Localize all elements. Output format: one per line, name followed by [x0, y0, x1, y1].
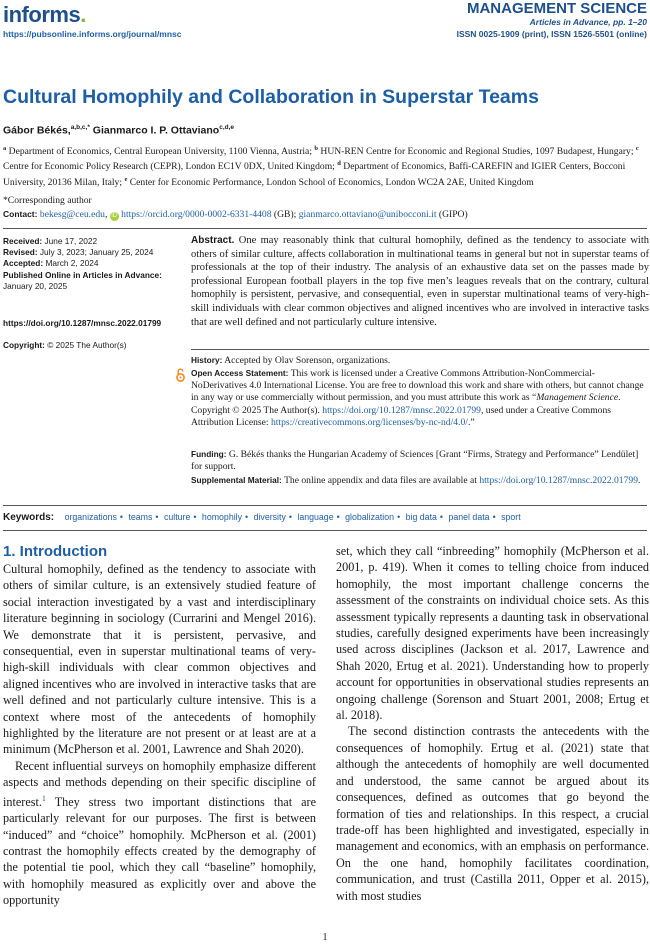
article-status: Articles in Advance, pp. 1–20 [529, 17, 647, 27]
issn-line: ISSN 0025-1909 (print), ISSN 1526-5501 (online) [456, 29, 647, 39]
divider [191, 349, 649, 350]
supplement-link[interactable]: https://doi.org/10.1287/mnsc.2022.01799 [479, 475, 638, 486]
keyword-link[interactable]: homophily [201, 512, 243, 522]
paragraph: set, which they call “inbreeding” homophily (McPherson et al. 2001, p. 419). When it comes to telling choice from induced homophily, the most important challenge concerns the assessment of the constraints on individual choice sets. As this assessment typically represents a daunting task in observational studies, carefully designed experiments have been increasingly used across disciplines (Jackson et al. 2017, Lawrence and Shah 2020, Ertug et al. 2021). Understanding how to properly account for opportunities in observational studies represents an ongoing challenge (Sorenson and Stuart 2001, 2008; Ertug et al. 2018). [336, 544, 649, 723]
history: History: Accepted by Olav Sorenson, organizations. [191, 355, 391, 366]
abstract [191, 234, 649, 329]
author-list [3, 124, 234, 137]
paragraph: The second distinction contrasts the antecedents with the consequences of homophily. Ertug et al. (2021) state that although the antecedents of homophily are well documented and understood, the same cannot be argued about its consequences, defined as outcomes that go beyond the formation of ties and relationships. In this respect, a crucial trade-off has been highlighted and investigated, especially in management and economics, with an emphasis on performance. On the one hand, homophily facilitates coordination, communication, and trust (Castilla 2011, Opper et al. 2015), with most studies [336, 724, 649, 903]
journal-url-link[interactable]: https://pubsonline.informs.org/journal/mnsc [3, 29, 182, 39]
supplemental-material: Supplemental Material: The online appendix and data files are available at https://doi.org/10.1287/mnsc.2022.01799. [191, 475, 641, 486]
informs-logo[interactable]: informs. [3, 2, 86, 27]
orcid-icon[interactable]: iD [111, 213, 118, 219]
contact-label: Contact: [3, 209, 38, 219]
keyword-link[interactable]: panel data [448, 512, 490, 522]
affiliations: $^a$ Department of Economics, Central European University, 1100 Vienna, Austria; $^b$ HUN-REN Centre for Economic and Regional Studies, 1097 Budapest, Hungary; $^c$ Centre for Economic Policy Research (CEPR), London EC1V 0DX, United Kingdom; $^d$ Department of Economics, Baffi-CAREFIN and IGIER Centers, Bocconi University, 20136 Milan, Italy; $^e$ Center for Economic Performance, London School of Economics, London WC2A 2AE, United Kingdom [3, 145, 639, 188]
body-column-left [3, 561, 316, 909]
author-superscript: c,d,e [219, 124, 235, 131]
journal-name: MANAGEMENT SCIENCE [466, 0, 647, 17]
email-link[interactable]: bekesg@ceu.edu [39, 209, 105, 220]
keyword-link[interactable]: globalization [345, 512, 395, 522]
funding: Funding: G. Békés thanks the Hungarian Academy of Sciences [Grant “Firms, Strategy and Performance” Lendület] for support. [191, 449, 639, 473]
keywords: Keywords: organizations • teams • culture • homophily • diversity • language • globalization • big data • panel data • sport [3, 512, 521, 523]
paragraph: Cultural homophily, defined as the tendency to associate with others of similar culture, is an extensively studied feature of social interaction investigated by a vast and interdisciplinary literature beginning in sociology (Currarini and Mengel 2016). We demonstrate that it is persistent, pervasive, and consequential, even in superstar multinational teams of very-high-skill individuals with clear common objectives and aligned incentives who are involved in interactive tasks that are well defined and not particularly culture intensive. This is a context where most of the antecedents of homophily highlighted by the literature are not present or at least are at a minimum (McPherson et al. 2001, Lawrence and Shah 2020). [3, 562, 316, 757]
keywords-label: Keywords: [3, 512, 55, 523]
doi-link[interactable]: https://doi.org/10.1287/mnsc.2022.01799 [322, 404, 481, 416]
email-link[interactable]: gianmarco.ottaviano@unibocconi.it [298, 209, 437, 220]
author-superscript: a,b,c,* [70, 124, 90, 131]
contact-line: Contact: bekesg@ceu.edu, iD https://orcid.org/0000-0002-6331-4408 (GB); gianmarco.ottaviano@unibocconi.it (GIPO) [3, 209, 468, 220]
paragraph: Recent influential surveys on homophily emphasize different aspects and methods depending on their specific discipline of interest.$^1$ They stress two important distinctions that are particularly relevant for our purposes. The first is between “induced” and “choice” homophily. McPherson et al. (2001) contrast the homophily effects created by the demography of the potential tie pool, which they call “baseline” homophily, with homophily measured as explicitly over and above the opportunity [3, 758, 316, 908]
keyword-link[interactable]: teams [128, 512, 153, 522]
keyword-link[interactable]: language [297, 512, 334, 522]
author-name: Gianmarco I. P. Ottaviano [89, 124, 220, 137]
page-number: 1 [322, 932, 328, 943]
keyword-link[interactable]: organizations [64, 512, 117, 522]
corresponding-author-note: *Corresponding author [3, 195, 92, 206]
divider [3, 228, 647, 229]
keyword-link[interactable]: diversity [253, 512, 286, 522]
abstract-label: Abstract. [191, 235, 235, 246]
footnote-marker[interactable]: 1 [41, 793, 46, 803]
keyword-link[interactable]: sport [501, 512, 521, 522]
keyword-link[interactable]: big data [405, 512, 437, 522]
divider [3, 505, 647, 506]
orcid-link[interactable]: https://orcid.org/0000-0002-6331-4408 [121, 209, 272, 220]
author-name: Gábor Békés, [3, 124, 71, 137]
abstract-text: One may reasonably think that cultural homophily, defined as the tendency to associate with others of similar culture, affects collaboration in multinational teams in general but not in superstar teams of professionals at the top of their industry. The analysis of an exhaustive data set on the passes made by professional European football players in the top five men’s leagues reveals that on the contrary, cultural homophily is persistent, pervasive, and consequential, even in superstar multinational teams of very-high-skill individuals with clear common objectives and aligned incentives who are involved in interactive tasks that are well defined and not particularly culture intensive. [191, 235, 650, 328]
copyright: Copyright: © 2025 The Author(s) [3, 340, 127, 350]
divider [3, 530, 647, 531]
keyword-link[interactable]: culture [163, 512, 191, 522]
section-heading: 1. Introduction [3, 543, 108, 560]
body-column-right [336, 543, 649, 904]
license-link[interactable]: https://creativecommons.org/licenses/by-nc-nd/4.0/ [270, 416, 468, 428]
open-access-icon [176, 368, 185, 382]
open-access-statement: Open Access Statement: This work is licensed under a Creative Commons Attribution-NonCommercial-NoDerivatives 4.0 International License. You are free to download this work and share with others, but cannot change in any way or use commercially without permission, and you must attribute this work as “Management Science. Copyright © 2025 The Author(s). https://doi.org/10.1287/mnsc.2022.01799, used under a Creative Commons Attribution License: https://creativecommons.org/licenses/by-nc-nd/4.0/.” [191, 368, 644, 428]
article-dates: Received: June 17, 2022 Revised: July 3, 2023; January 25, 2024 Accepted: March 2, 2024 Published Online in Articles in Advance: January 20, 2025 [3, 236, 162, 291]
article-title: Cultural Homophily and Collaboration in Superstar Teams [3, 86, 539, 108]
doi-link[interactable]: https://doi.org/10.1287/mnsc.2022.01799 [3, 318, 162, 328]
